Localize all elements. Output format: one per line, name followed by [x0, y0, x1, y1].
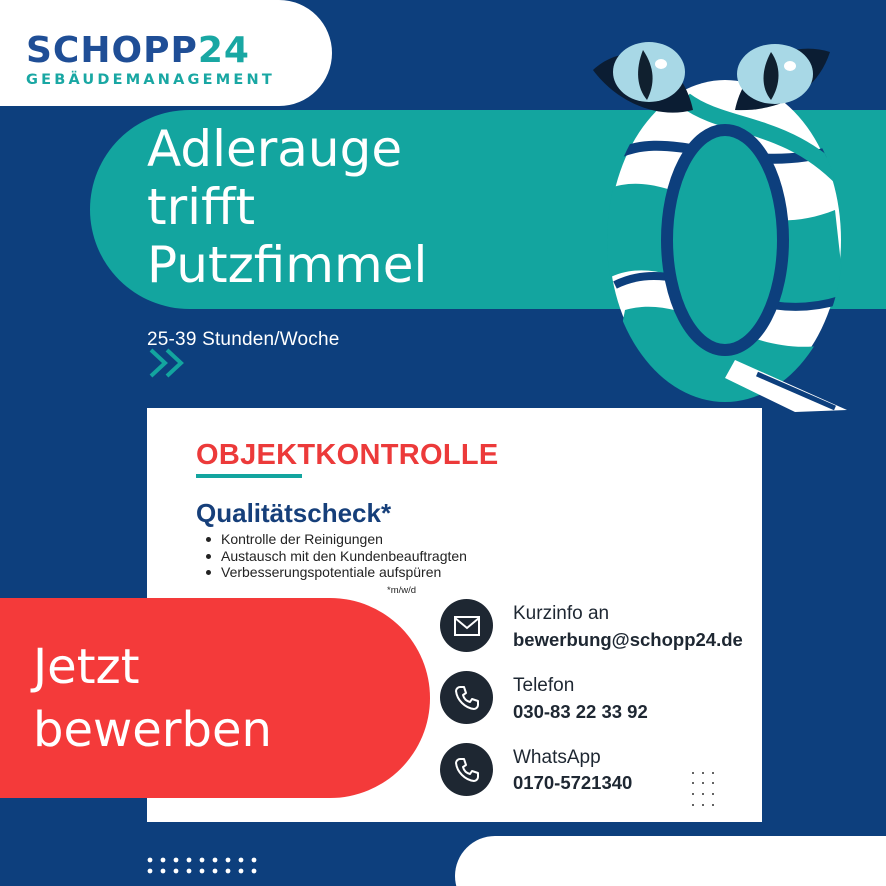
- dot-row-decoration: [147, 856, 263, 876]
- contact-email-value[interactable]: bewerbung@schopp24.de: [513, 629, 743, 650]
- headline: [147, 120, 607, 294]
- list-item: Kontrolle der Reinigungen: [205, 531, 467, 548]
- brand-wordmark: SCHOPP: [26, 30, 198, 71]
- mail-icon[interactable]: [440, 599, 493, 652]
- contact-phone-label: Telefon: [513, 675, 575, 696]
- headline-line-1: Adlerauge: [147, 120, 403, 178]
- brand-wordmark-number: 24: [197, 30, 250, 71]
- task-list: [205, 531, 467, 581]
- job-title: OBJEKTKONTROLLE: [196, 439, 499, 471]
- bottom-white-pill: [455, 836, 886, 886]
- phone-icon[interactable]: [440, 743, 493, 796]
- cta-line-1: Jetzt: [33, 639, 140, 695]
- cta-line-2: bewerben: [33, 702, 272, 758]
- headline-line-3: Putzfimmel: [147, 236, 428, 294]
- contact-email-label: Kurzinfo an: [513, 603, 610, 624]
- gender-note: *m/w/d: [387, 585, 417, 596]
- double-chevron-right-icon: [147, 346, 191, 380]
- working-hours: 25-39 Stunden/Woche: [147, 329, 340, 350]
- logo-card: [0, 0, 332, 106]
- contact-whatsapp-label: WhatsApp: [513, 747, 601, 768]
- job-subtitle: Qualitätscheck*: [196, 498, 392, 528]
- apply-now-text[interactable]: [33, 636, 272, 762]
- contact-whatsapp-value[interactable]: 0170-5721340: [513, 772, 633, 793]
- title-underline: [196, 474, 302, 478]
- brand-logo: [26, 30, 250, 71]
- phone-icon[interactable]: [440, 671, 493, 724]
- headline-line-2: trifft: [147, 178, 256, 236]
- list-item: Verbesserungspotentiale aufspüren: [205, 564, 467, 581]
- list-item: Austausch mit den Kundenbeauftragten: [205, 548, 467, 565]
- owl-eyes-q-illustration: [585, 40, 865, 412]
- dot-grid-decoration: [690, 770, 716, 808]
- left-eye: [593, 42, 693, 113]
- right-eye: [735, 44, 830, 110]
- brand-subline: GEBÄUDEMANAGEMENT: [26, 72, 275, 88]
- contact-phone-value[interactable]: 030-83 22 33 92: [513, 701, 648, 722]
